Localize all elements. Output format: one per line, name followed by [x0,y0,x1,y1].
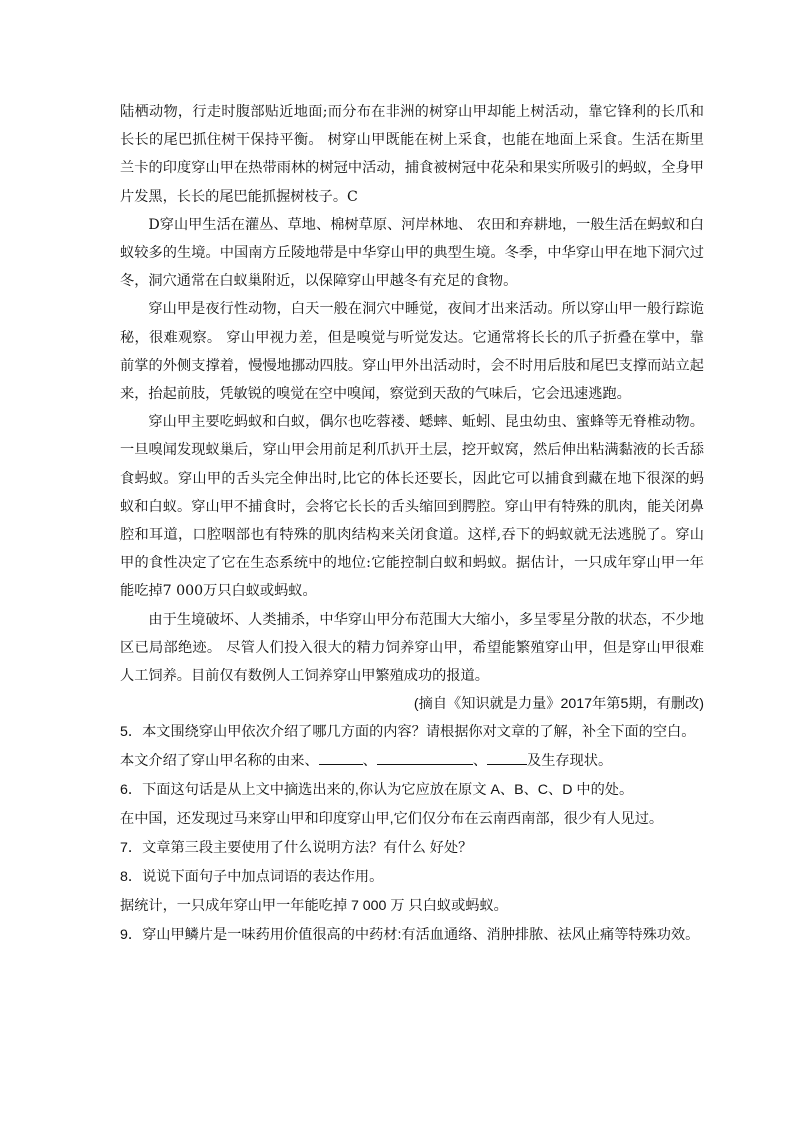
article-paragraph-1: 陆栖动物，行走时腹部贴近地面;而分布在非洲的树穿山甲却能上树活动，靠它锋利的长爪和长长的尾巴抓住树干保持平衡。 树穿山甲既能在树上采食，也能在地面上采食。生活在斯里兰卡的印度穿山甲在热带雨林的树冠中活动，捕食被树冠中花朵和果实所吸引的蚂蚁，全身甲片发黑，长长的尾巴能抓握树枝子。C [120,104,704,205]
question-5-fill-prefix: 本文介绍了穿山甲名称的由来、 [120,753,319,770]
article-source: (摘自《知识就是力量》2017年第5期，有删改) [413,696,704,713]
article-paragraph-4: 穿山甲主要吃蚂蚁和白蚁，偶尔也吃蓉褛、蟋蟀、蚯蚓、昆虫幼虫、蜜蜂等无脊椎动物。一旦嗅闻发现蚁巢后，穿山甲会用前足利爪扒开土层，挖开蚁窝，然后伸出粘满黏液的长舌舔食蚂蚁。穿山甲的舌头完全伸出时,比它的体长还要长，因此它可以捕食到藏在地下很深的蚂蚁和白蚁。穿山甲不捕食时，会将它长长的舌头缩回到腭腔。穿山甲有特殊的肌肉，能关闭鼻腔和耳道，口腔咽部也有特殊的肌肉结构来关闭食道。这样,吞下的蚂蚁就无法逃脱了。穿山甲的食性决定了它在生态系统中的地位:它能控制白蚁和蚂蚁。据估计，一只成年穿山甲一年能吃掉7 000万只白蚁或蚂蚁。 [120,414,704,600]
question-7: 7．文章第三段主要使用了什么说明方法？有什么 好处？ [120,840,473,857]
question-6: 6．下面这句话是从上文中摘选出来的,你认为它应放在原文 A、B、C、D 中的处。 [120,782,634,799]
question-8: 8．说说下面句子中加点词语的表达作用。 [120,869,384,886]
answer-blank-2[interactable] [377,748,473,765]
page-content [120,98,704,950]
question-9: 9．穿山甲鳞片是一味药用价值很高的中药材:有活血通络、消肿排脓、祛风止痛等特殊功效。 [120,927,700,944]
question-5-fill [120,747,704,776]
article-paragraph-3: 穿山甲是夜行性动物，白天一般在洞穴中睡觉，夜间才出来活动。所以穿山甲一般行踪诡秘，很难观察。 穿山甲视力差，但是嗅觉与听觉发达。它通常将长长的爪子折叠在掌中，靠前掌的外侧支撑着，慢慢地挪动四肢。穿山甲外出活动时，会不时用后肢和尾巴支撑而站立起来，抬起前肢，凭敏锐的嗅觉在空中嗅闻，察觉到天敌的气味后，它会迅速逃跑。 [120,301,704,403]
question-5: 5．本文围绕穿山甲依次介绍了哪几方面的内容？请根据你对文章的了解，补全下面的空白。 [120,724,696,741]
answer-blank-3[interactable] [487,748,527,765]
question-5-fill-suffix: 及生存现状。 [527,753,613,770]
question-8-sentence: 据统计，一只成年穿山甲一年能吃掉 7 000 万 只白蚁或蚂蚁。 [120,898,508,915]
article-paragraph-5: 由于生境破坏、人类捕杀，中华穿山甲分布范围大大缩小，多呈零星分散的状态，不少地区已局部绝迹。 尽管人们投入很大的精力饲养穿山甲，希望能繁殖穿山甲，但是穿山甲很难人工饲养。目前仅有数例人工饲养穿山甲繁殖成功的报道。 [120,611,704,685]
question-5-fill-sep-2: 、 [472,753,488,770]
answer-blank-1[interactable] [319,748,363,765]
question-6-sentence: 在中国，还发现过马来穿山甲和印度穿山甲,它们仅分布在云南西南部，很少有人见过。 [120,811,664,828]
article-paragraph-2: D穿山甲生活在灌丛、草地、棉树草原、河岸林地、 农田和弃耕地，一般生活在蚂蚁和白蚁较多的生境。中国南方丘陵地带是中华穿山甲的典型生境。冬季，中华穿山甲在地下洞穴过冬，洞穴通常在白蚁巢附近，以保障穿山甲越冬有充足的食物。 [120,216,704,290]
question-5-fill-sep-1: 、 [362,753,377,770]
